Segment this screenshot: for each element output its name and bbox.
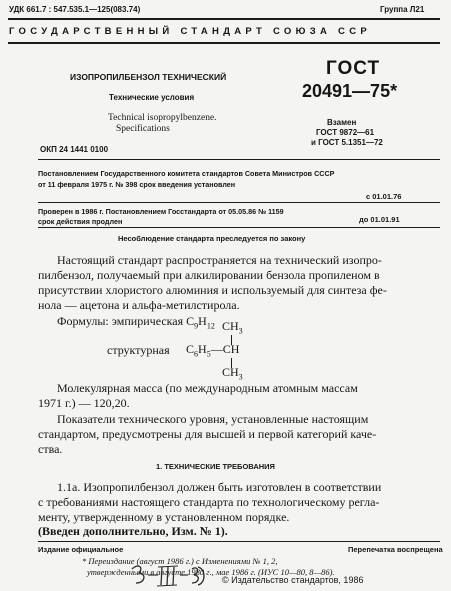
level-line-3: ства. bbox=[38, 442, 63, 456]
official-edition: Издание официальное bbox=[38, 545, 124, 554]
title-rule bbox=[38, 159, 440, 160]
intro-line-3: присутствии хлористого алюминия и используемый для синтеза фе- bbox=[38, 283, 387, 297]
formula-label: Формулы: эмпирическая C bbox=[57, 314, 195, 328]
section-1-line-4: (Введен дополнительно, Изм. № 1). bbox=[38, 524, 228, 538]
struct-c: C bbox=[186, 342, 195, 356]
handwritten-date-mark bbox=[128, 561, 208, 591]
decree-date: с 01.01.76 bbox=[366, 192, 402, 201]
check-line-2: срок действия продлен bbox=[38, 217, 123, 226]
decree-line-2: от 11 февраля 1975 г. № 398 срок введения установлен bbox=[38, 180, 236, 189]
group-code: Группа Л21 bbox=[380, 5, 425, 14]
struct-bottom-ch: CH bbox=[222, 365, 239, 379]
struct-ch: —CH bbox=[210, 342, 240, 356]
section-1-line-3: менту, утвержденному в установленном порядке. bbox=[38, 510, 290, 524]
law-notice: Несоблюдение стандарта преследуется по закону bbox=[118, 234, 306, 243]
formula-sub-h: 12 bbox=[206, 321, 215, 331]
footer-rule bbox=[38, 541, 440, 542]
mass-line-2: 1971 г.) — 120,20. bbox=[38, 396, 130, 410]
state-standard-banner: ГОСУДАРСТВЕННЫЙ СТАНДАРТ СОЮЗА ССР bbox=[9, 26, 372, 37]
decree-rule bbox=[38, 202, 440, 203]
section-1-line-2: с требованиями настоящего стандарта по технологическому регла- bbox=[38, 495, 380, 509]
gost-number: 20491—75* bbox=[302, 81, 398, 101]
struct-main bbox=[186, 342, 239, 358]
reissue-note-2: утвержденными в августе 1980 г., мае 1986 г. (ИУС 10—80, 8—86). bbox=[87, 567, 335, 577]
struct-top-sub: 3 bbox=[238, 326, 243, 336]
struct-top-ch: CH bbox=[222, 319, 239, 333]
header-rule-bottom bbox=[8, 42, 440, 44]
intro-line-4: нола — ацетона и альфа-метилстирола. bbox=[38, 298, 240, 312]
replaces-gost-1: ГОСТ 9872—61 bbox=[316, 128, 375, 137]
decree-line-1: Постановлением Государственного комитета стандартов Совета Министров СССР bbox=[38, 169, 335, 178]
intro-line-2: пилбензол, получаемый при алкилировании бензола пропиленом в bbox=[38, 268, 380, 282]
intro-line-1: Настоящий стандарт распространяется на технический изопро- bbox=[57, 253, 382, 267]
section-1-heading: 1. ТЕХНИЧЕСКИЕ ТРЕБОВАНИЯ bbox=[156, 462, 275, 471]
copyright-notice: © Издательство стандартов, 1986 bbox=[222, 575, 364, 585]
udk-code: УДК 661.7 : 547.535.1—125(083.74) bbox=[9, 5, 141, 14]
struct-bottom-ch3 bbox=[222, 365, 243, 381]
header-rule-top bbox=[8, 18, 440, 20]
section-1-line-1: 1.1а. Изопропилбензол должен быть изготовлен в соответствии bbox=[57, 480, 382, 494]
replaces-label: Взамен bbox=[327, 118, 357, 127]
standard-subtitle: Технические условия bbox=[109, 93, 195, 102]
struct-bottom-sub: 3 bbox=[238, 372, 243, 382]
formula-sub-c: 9 bbox=[194, 321, 199, 331]
level-line-2: стандартом, предусмотрены для высшей и первой категорий каче- bbox=[38, 427, 377, 441]
replaces-gost-2: и ГОСТ 5.1351—72 bbox=[311, 138, 383, 147]
mass-line-1: Молекулярная масса (по международным атомным массам bbox=[57, 381, 358, 395]
check-rule bbox=[38, 227, 440, 228]
check-date: до 01.01.91 bbox=[359, 215, 400, 224]
struct-h: H bbox=[198, 342, 207, 356]
check-line-1: Проверен в 1986 г. Постановлением Госстандарта от 05.05.86 № 1159 bbox=[38, 207, 284, 216]
title-english-2: Specifications bbox=[116, 124, 170, 134]
title-english-1: Technical isopropylbenzene. bbox=[108, 113, 217, 123]
empirical-formula bbox=[57, 314, 215, 330]
struct-h-sub: 5 bbox=[206, 349, 211, 359]
struct-top-ch3 bbox=[222, 319, 243, 335]
struct-label: структурная bbox=[107, 343, 170, 357]
standard-title: ИЗОПРОПИЛБЕНЗОЛ ТЕХНИЧЕСКИЙ bbox=[70, 72, 227, 82]
okp-code: ОКП 24 1441 0100 bbox=[40, 145, 109, 154]
gost-label: ГОСТ bbox=[326, 58, 381, 79]
reissue-note-1: * Переиздание (август 1986 г.) с Изменениями № 1, 2, bbox=[82, 556, 278, 566]
level-line-1: Показатели технического уровня, установленные настоящим bbox=[57, 412, 369, 426]
reprint-prohibited: Перепечатка воспрещена bbox=[348, 545, 443, 554]
formula-h: H bbox=[198, 314, 207, 328]
struct-c-sub: 6 bbox=[194, 349, 199, 359]
